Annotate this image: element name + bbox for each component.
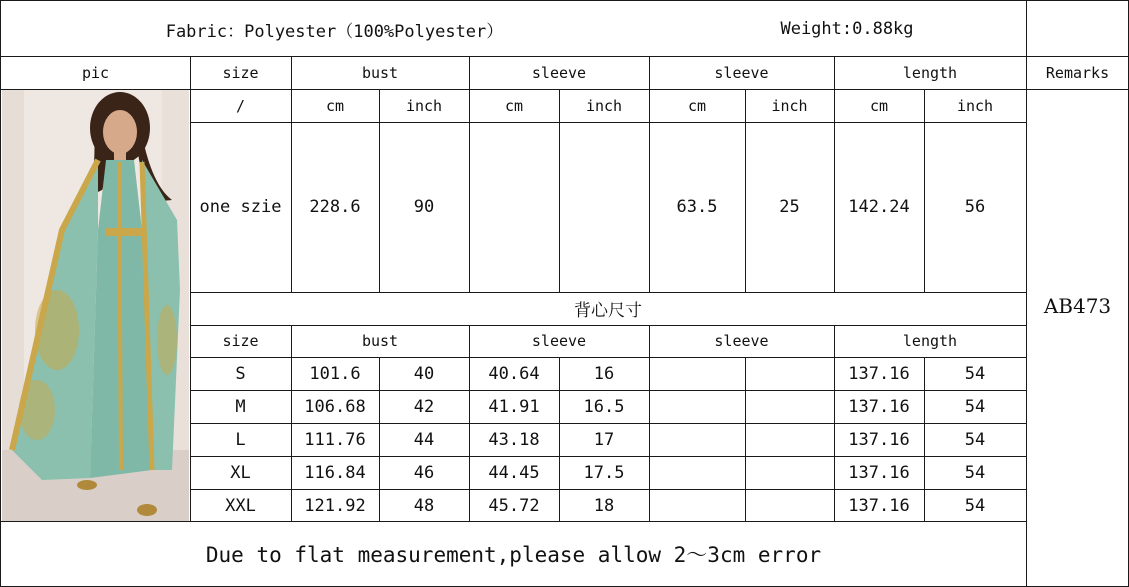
vest-cell-bust-inch: 44	[413, 429, 435, 450]
vest-cell-sleeve-cm: 41.91	[488, 396, 540, 417]
vest-cell-length-cm: 137.16	[848, 396, 910, 417]
main-sleeve-inch	[559, 122, 649, 292]
header-sleeve-2: sleeve	[714, 64, 769, 82]
unit-bust-cm: cm	[325, 96, 345, 115]
vest-cell-sleeve-cm: 43.18	[488, 429, 540, 450]
header-remarks: Remarks	[1045, 64, 1110, 82]
main-bust-inch: 90	[413, 197, 435, 217]
vest-cell-length-inch: 54	[964, 462, 986, 483]
vest-cell-length-cm: 137.16	[848, 363, 910, 384]
model-photo-icon	[2, 90, 189, 521]
vest-cell-sleeve-cm: 45.72	[488, 495, 540, 516]
vest-header-sleeve: sleeve	[531, 332, 587, 350]
vest-cell-length-inch: 54	[964, 429, 986, 450]
vest-cell-bust-cm: 116.84	[304, 462, 366, 483]
unit-bust-inch: inch	[405, 96, 443, 115]
vest-cell-sleeve-inch: 18	[593, 495, 615, 516]
unit-size: /	[235, 96, 246, 115]
vest-header-size: size	[222, 332, 259, 350]
vest-cell-bust-cm: 101.6	[309, 363, 361, 384]
vest-cell-sleeve-cm: 44.45	[488, 462, 540, 483]
vest-header-length: length	[902, 332, 958, 350]
vest-cell-size: M	[235, 396, 246, 417]
header-sleeve: sleeve	[531, 64, 587, 82]
main-length-inch: 56	[964, 197, 986, 217]
vest-header-sleeve-2: sleeve	[714, 332, 769, 350]
vest-cell-sleeve-inch: 16.5	[583, 396, 625, 417]
vest-cell-size: XL	[230, 462, 251, 483]
vest-cell-sleeve-inch: 17.5	[583, 462, 625, 483]
vest-cell-bust-cm: 111.76	[304, 429, 366, 450]
vest-cell-size: XXL	[225, 495, 256, 516]
header-pic: pic	[81, 64, 110, 82]
main-size: one szie	[199, 197, 282, 217]
remark-code: AB473	[1043, 293, 1112, 318]
header-bust: bust	[361, 64, 399, 82]
header-size: size	[222, 64, 259, 82]
unit-sleeve2-cm: cm	[687, 96, 707, 115]
vest-cell-sleeve-inch: 16	[593, 363, 615, 384]
unit-sleeve-cm: cm	[504, 96, 524, 115]
grid-line	[745, 357, 746, 522]
vest-cell-length-inch: 54	[964, 396, 986, 417]
vest-cell-sleeve-inch: 17	[593, 429, 615, 450]
fabric-info: Fabric：Polyester（100%Polyester）	[165, 21, 504, 42]
unit-length-cm: cm	[869, 96, 889, 115]
vest-cell-bust-cm: 121.92	[304, 495, 366, 516]
vest-cell-bust-inch: 42	[413, 396, 435, 417]
vest-cell-bust-inch: 46	[413, 462, 435, 483]
unit-sleeve-inch: inch	[585, 96, 623, 115]
unit-sleeve2-inch: inch	[771, 96, 808, 115]
vest-cell-length-cm: 137.16	[848, 429, 910, 450]
main-sleeve2-cm: 63.5	[676, 197, 718, 217]
main-length-cm: 142.24	[848, 197, 910, 217]
vest-cell-sleeve-cm: 40.64	[488, 363, 540, 384]
vest-header-bust: bust	[361, 332, 399, 350]
vest-cell-size: L	[235, 429, 246, 450]
vest-cell-length-cm: 137.16	[848, 462, 910, 483]
vest-cell-bust-inch: 40	[413, 363, 435, 384]
vest-cell-length-inch: 54	[964, 363, 986, 384]
main-bust-cm: 228.6	[309, 197, 361, 217]
weight-info: Weight:0.88kg	[780, 19, 914, 39]
main-sleeve-cm	[469, 122, 559, 292]
footer-note: Due to flat measurement,please allow 2～3cm error	[205, 543, 822, 567]
vest-cell-bust-cm: 106.68	[304, 396, 366, 417]
vest-cell-length-inch: 54	[964, 495, 986, 516]
vest-cell-size: S	[235, 363, 246, 384]
header-length: length	[902, 64, 958, 82]
vest-section-title: 背心尺寸	[574, 301, 642, 321]
unit-length-inch: inch	[956, 96, 994, 115]
vest-cell-length-cm: 137.16	[848, 495, 910, 516]
main-sleeve2-inch: 25	[779, 197, 800, 217]
vest-cell-bust-inch: 48	[413, 495, 435, 516]
